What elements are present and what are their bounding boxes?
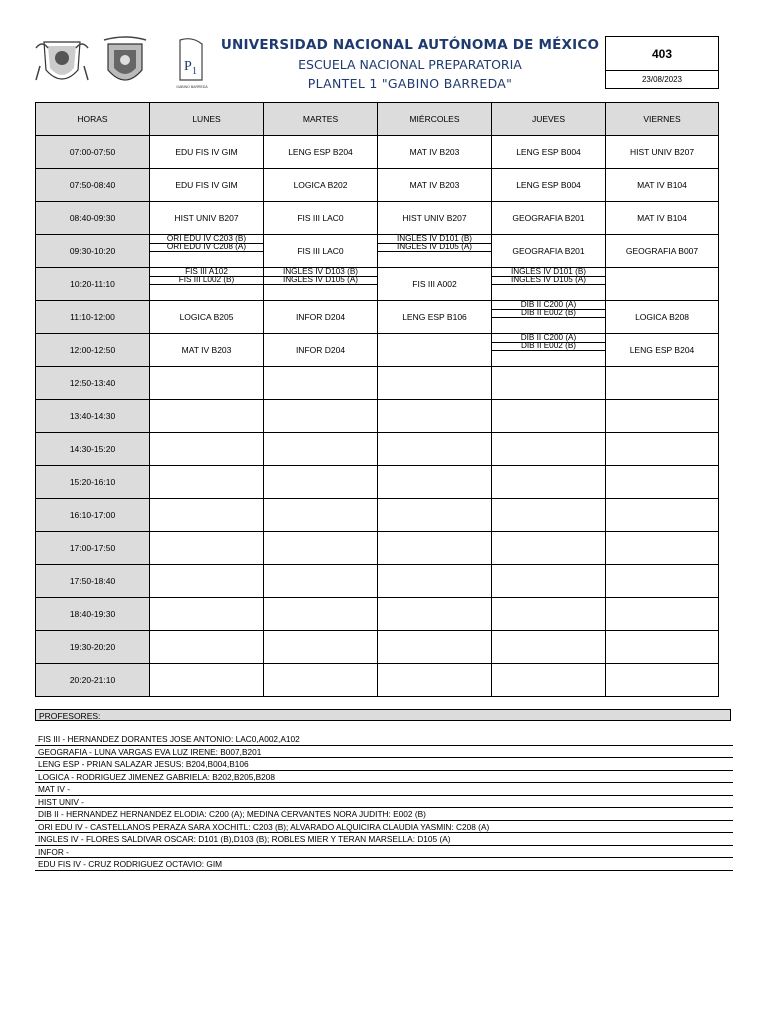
class-cell (378, 235, 492, 268)
class-entry: INGLES IV D105 (A) (378, 243, 491, 252)
class-entry: GEOGRAFIA B007 (625, 246, 699, 256)
schedule-date: 23/08/2023 (641, 75, 683, 84)
class-entry (606, 268, 718, 300)
class-cell (378, 367, 492, 400)
class-cell (264, 499, 378, 532)
class-entry: ORI EDU IV C203 (B) (150, 235, 263, 244)
class-entry: MAT IV B104 (637, 213, 687, 223)
class-cell (492, 367, 606, 400)
class-cell (606, 202, 719, 235)
group-number: 403 (606, 37, 718, 71)
class-entry (492, 499, 605, 531)
class-cell (606, 532, 719, 565)
professor-line: EDU FIS IV - CRUZ RODRIGUEZ OCTAVIO: GIM (35, 858, 733, 871)
hour-cell: 15:20-16:10 (36, 466, 150, 499)
schedule-row (36, 466, 719, 499)
class-entry: HIST UNIV B207 (629, 147, 695, 157)
class-entry (150, 499, 263, 531)
class-cell (150, 433, 264, 466)
hour-cell: 20:20-21:10 (36, 664, 150, 697)
class-entry (492, 565, 605, 597)
class-cell (606, 301, 719, 334)
class-cell (378, 169, 492, 202)
class-entry: INGLES IV D103 (B) (264, 268, 377, 277)
svg-text:P: P (184, 59, 192, 74)
class-entry: INFOR D204 (295, 345, 346, 355)
class-entry (378, 664, 491, 696)
hour-cell: 17:50-18:40 (36, 565, 150, 598)
class-entry (378, 433, 491, 465)
class-cell (150, 532, 264, 565)
class-cell (150, 664, 264, 697)
class-cell (264, 301, 378, 334)
hour-cell: 16:10-17:00 (36, 499, 150, 532)
class-entry (378, 631, 491, 663)
schedule-row (36, 499, 719, 532)
class-cell (378, 433, 492, 466)
class-cell (606, 235, 719, 268)
hour-cell: 09:30-10:20 (36, 235, 150, 268)
logo-caption: GABINO BARREDA (176, 85, 208, 89)
hour-cell: 08:40-09:30 (36, 202, 150, 235)
class-entry (264, 466, 377, 498)
class-entry: MAT IV B203 (409, 147, 460, 157)
class-cell (264, 400, 378, 433)
column-header: MARTES (264, 103, 378, 136)
class-entry (378, 499, 491, 531)
class-entry (606, 532, 718, 564)
column-header: VIERNES (606, 103, 719, 136)
logo-group (34, 36, 212, 92)
professor-line: HIST UNIV - (35, 796, 733, 809)
class-cell (264, 565, 378, 598)
class-cell (150, 631, 264, 664)
column-header: LUNES (150, 103, 264, 136)
class-cell (492, 499, 606, 532)
professors-list (35, 733, 733, 871)
class-entry (150, 565, 263, 597)
professor-line: FIS III - HERNANDEZ DORANTES JOSE ANTONIO: LAC0,A002,A102 (35, 733, 733, 746)
class-cell (150, 334, 264, 367)
class-cell (492, 400, 606, 433)
class-cell (150, 367, 264, 400)
schedule-row (36, 169, 719, 202)
class-entry: MAT IV B203 (181, 345, 232, 355)
class-cell (150, 400, 264, 433)
class-entry: LOGICA B202 (293, 180, 348, 190)
class-entry: FIS III LAC0 (297, 246, 344, 256)
class-entry (492, 400, 605, 432)
class-cell (150, 169, 264, 202)
class-entry (150, 631, 263, 663)
column-header: HORAS (36, 103, 150, 136)
class-cell (492, 301, 606, 334)
class-entry: LENG ESP B004 (516, 147, 581, 157)
class-cell (606, 466, 719, 499)
class-entry (150, 367, 263, 399)
class-entry: DIB II E002 (B) (492, 342, 605, 351)
class-entry (378, 400, 491, 432)
class-entry (606, 400, 718, 432)
class-entry (378, 565, 491, 597)
class-entry: FIS III A102 (150, 268, 263, 277)
class-cell (150, 466, 264, 499)
class-cell (606, 334, 719, 367)
class-cell (492, 466, 606, 499)
hour-cell: 12:50-13:40 (36, 367, 150, 400)
class-entry (492, 367, 605, 399)
class-cell (378, 301, 492, 334)
class-entry: EDU FIS IV GIM (175, 147, 238, 157)
class-entry (606, 664, 718, 696)
group-box (605, 36, 719, 89)
school-name: ESCUELA NACIONAL PREPARATORIA (298, 57, 522, 72)
hour-cell: 11:10-12:00 (36, 301, 150, 334)
class-cell (264, 235, 378, 268)
class-cell (378, 466, 492, 499)
class-cell (150, 235, 264, 268)
class-entry (606, 433, 718, 465)
schedule-row (36, 433, 719, 466)
class-cell (264, 466, 378, 499)
schedule-body (36, 136, 719, 697)
class-entry: DIB II E002 (B) (492, 309, 605, 318)
class-entry: LENG ESP B204 (629, 345, 695, 355)
class-cell (606, 598, 719, 631)
class-entry (264, 664, 377, 696)
class-entry: ORI EDU IV C208 (A) (150, 243, 263, 252)
title-block (215, 36, 605, 93)
class-entry: MAT IV B203 (409, 180, 460, 190)
class-cell (378, 400, 492, 433)
professor-line: GEOGRAFIA - LUNA VARGAS EVA LUZ IRENE: B007,B201 (35, 746, 733, 759)
class-cell (606, 565, 719, 598)
class-entry: FIS III LAC0 (297, 213, 344, 223)
class-entry: FIS III L002 (B) (150, 276, 263, 285)
schedule-row (36, 532, 719, 565)
class-entry (150, 400, 263, 432)
class-cell (492, 433, 606, 466)
plantel-logo (172, 36, 212, 92)
class-entry: INFOR D204 (295, 312, 346, 322)
class-cell (606, 664, 719, 697)
class-entry (150, 598, 263, 630)
class-entry (606, 631, 718, 663)
class-cell (150, 499, 264, 532)
class-cell (264, 532, 378, 565)
class-cell (264, 433, 378, 466)
class-entry: FIS III A002 (412, 279, 457, 289)
schedule-row (36, 235, 719, 268)
class-cell (378, 334, 492, 367)
professor-line: LENG ESP - PRIAN SALAZAR JESUS: B204,B004,B106 (35, 758, 733, 771)
hour-cell: 07:50-08:40 (36, 169, 150, 202)
schedule-row (36, 136, 719, 169)
class-cell (378, 268, 492, 301)
unam-shield-logo (34, 36, 90, 90)
class-cell (492, 268, 606, 301)
hour-cell: 10:20-11:10 (36, 268, 150, 301)
class-entry: HIST UNIV B207 (402, 213, 467, 223)
class-entry (264, 598, 377, 630)
class-entry (264, 499, 377, 531)
class-entry: LENG ESP B106 (402, 312, 467, 322)
schedule-row (36, 631, 719, 664)
schedule-row (36, 334, 719, 367)
class-cell (378, 136, 492, 169)
class-cell (264, 202, 378, 235)
class-cell (264, 631, 378, 664)
professor-line: LOGICA - RODRIGUEZ JIMENEZ GABRIELA: B202,B205,B208 (35, 771, 733, 784)
class-entry: LENG ESP B204 (288, 147, 353, 157)
professor-line: MAT IV - (35, 783, 733, 796)
class-entry (264, 631, 377, 663)
class-entry: DIB II C200 (A) (492, 334, 605, 343)
class-cell (264, 334, 378, 367)
class-entry (150, 466, 263, 498)
class-cell (150, 202, 264, 235)
class-entry (264, 433, 377, 465)
class-entry: INGLES IV D101 (B) (378, 235, 491, 244)
enp-crest-logo (102, 36, 148, 92)
schedule-row (36, 598, 719, 631)
class-cell (264, 598, 378, 631)
class-cell (264, 664, 378, 697)
class-cell (606, 433, 719, 466)
class-entry (150, 664, 263, 696)
class-cell (264, 136, 378, 169)
class-cell (492, 169, 606, 202)
professor-line: ORI EDU IV - CASTELLANOS PERAZA SARA XOCHITL: C203 (B); ALVARADO ALQUICIRA CLAUDIA YASMIN: C208 (A) (35, 821, 733, 834)
professor-line: INFOR - (35, 846, 733, 859)
class-cell (378, 532, 492, 565)
class-cell (150, 136, 264, 169)
class-entry (378, 598, 491, 630)
class-entry (264, 565, 377, 597)
hour-cell: 13:40-14:30 (36, 400, 150, 433)
schedule-row (36, 664, 719, 697)
class-cell (378, 664, 492, 697)
class-entry: HIST UNIV B207 (174, 213, 239, 223)
schedule-row (36, 367, 719, 400)
class-cell (606, 268, 719, 301)
class-cell (606, 499, 719, 532)
class-entry (264, 367, 377, 399)
professor-line: DIB II - HERNANDEZ HERNANDEZ ELODIA: C200 (A); MEDINA CERVANTES NORA JUDITH: E002 (B) (35, 808, 733, 821)
class-entry (606, 598, 718, 630)
schedule-row (36, 301, 719, 334)
class-cell (606, 631, 719, 664)
class-cell (492, 532, 606, 565)
class-entry: LENG ESP B004 (516, 180, 581, 190)
schedule-header-row (36, 103, 719, 136)
class-cell (492, 334, 606, 367)
class-cell (150, 301, 264, 334)
class-entry (606, 499, 718, 531)
class-entry: INGLES IV D105 (A) (264, 276, 377, 285)
class-cell (150, 268, 264, 301)
schedule-row (36, 268, 719, 301)
class-entry: GEOGRAFIA B201 (512, 213, 585, 223)
class-entry (378, 334, 491, 366)
column-header: MIÉRCOLES (378, 103, 492, 136)
class-cell (150, 565, 264, 598)
class-cell (606, 169, 719, 202)
class-cell (492, 565, 606, 598)
class-cell (492, 136, 606, 169)
class-entry: LOGICA B208 (635, 312, 689, 322)
class-cell (150, 598, 264, 631)
class-entry (264, 400, 377, 432)
svg-text:1: 1 (192, 66, 197, 77)
class-cell (492, 664, 606, 697)
class-entry: INGLES IV D101 (B) (492, 268, 605, 277)
class-entry (378, 532, 491, 564)
class-cell (606, 400, 719, 433)
campus-name: PLANTEL 1 "GABINO BARREDA" (307, 76, 513, 91)
class-cell (492, 598, 606, 631)
class-cell (378, 565, 492, 598)
hour-cell: 18:40-19:30 (36, 598, 150, 631)
class-entry (492, 466, 605, 498)
class-cell (264, 169, 378, 202)
hour-cell: 14:30-15:20 (36, 433, 150, 466)
class-entry: MAT IV B104 (637, 180, 687, 190)
class-entry (606, 565, 718, 597)
class-cell (378, 598, 492, 631)
class-cell (378, 202, 492, 235)
class-cell (264, 367, 378, 400)
class-cell (606, 367, 719, 400)
class-entry (492, 631, 605, 663)
hour-cell: 07:00-07:50 (36, 136, 150, 169)
class-cell (492, 235, 606, 268)
hour-cell: 19:30-20:20 (36, 631, 150, 664)
class-entry (264, 532, 377, 564)
class-cell (378, 499, 492, 532)
class-entry: GEOGRAFIA B201 (512, 246, 585, 256)
class-entry (378, 367, 491, 399)
class-entry (492, 433, 605, 465)
class-entry: EDU FIS IV GIM (175, 180, 238, 190)
university-name: UNIVERSIDAD NACIONAL AUTÓNOMA DE MÉXICO (220, 37, 600, 53)
schedule-table (35, 102, 719, 697)
class-cell (606, 136, 719, 169)
class-entry (492, 664, 605, 696)
class-entry (492, 532, 605, 564)
class-entry (606, 466, 718, 498)
class-entry (492, 598, 605, 630)
schedule-row (36, 565, 719, 598)
class-entry (606, 367, 718, 399)
class-entry (150, 532, 263, 564)
hour-cell: 17:00-17:50 (36, 532, 150, 565)
class-entry: INGLES IV D105 (A) (492, 276, 605, 285)
class-cell (492, 202, 606, 235)
class-entry: DIB II C200 (A) (492, 301, 605, 310)
class-entry: LOGICA B205 (179, 312, 234, 322)
schedule-row (36, 400, 719, 433)
class-entry (150, 433, 263, 465)
column-header: JUEVES (492, 103, 606, 136)
schedule-row (36, 202, 719, 235)
class-cell (492, 631, 606, 664)
hour-cell: 12:00-12:50 (36, 334, 150, 367)
class-entry (378, 466, 491, 498)
professors-heading: PROFESORES: (35, 709, 731, 721)
class-cell (264, 268, 378, 301)
professor-line: INGLES IV - FLORES SALDIVAR OSCAR: D101 (B),D103 (B); ROBLES MIER Y TERAN MARSELLA: D105 (A) (35, 833, 733, 846)
class-cell (378, 631, 492, 664)
